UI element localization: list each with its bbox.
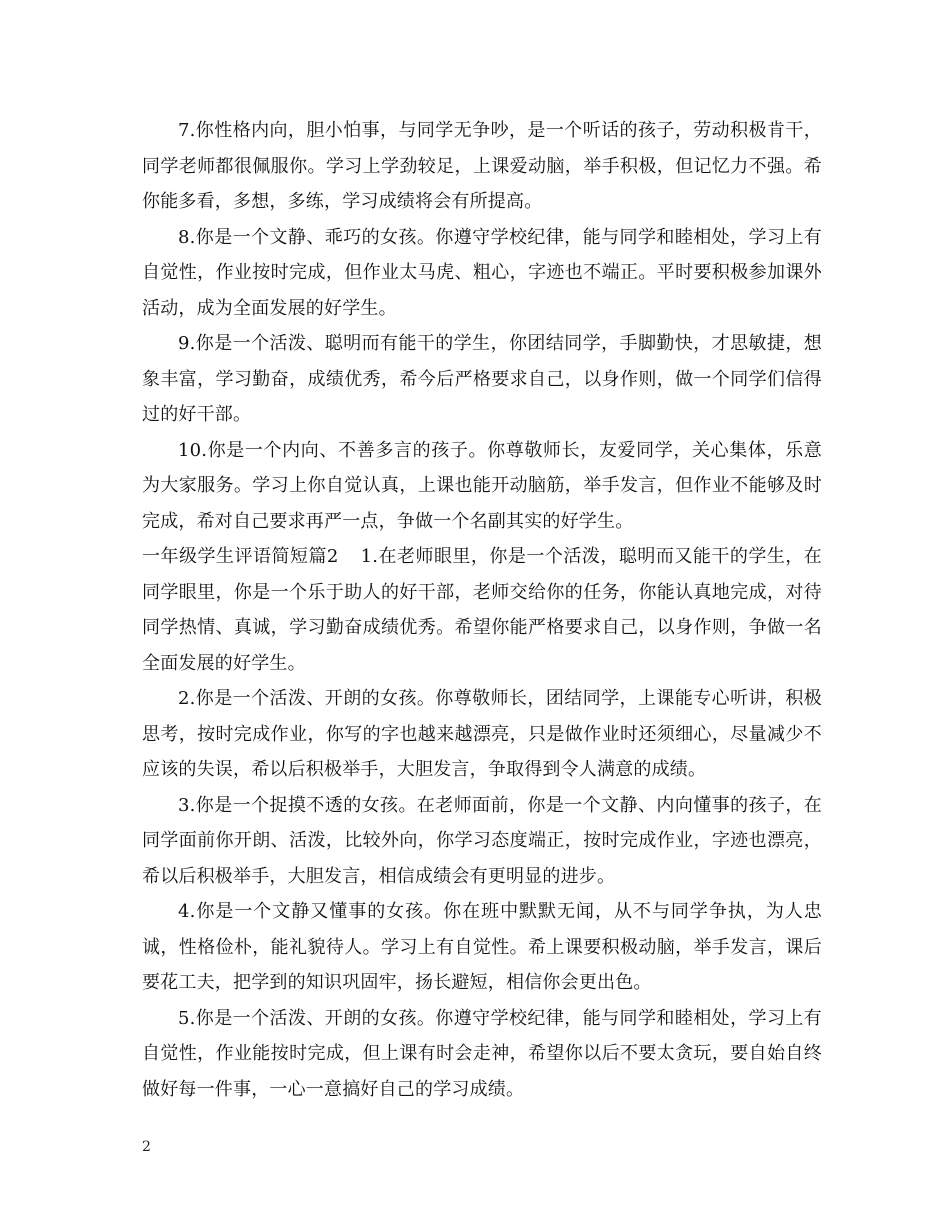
document-body bbox=[142, 113, 822, 1107]
section-heading-paragraph bbox=[142, 539, 822, 681]
comment-paragraph-8: 8.你是一个文静、乖巧的女孩。你遵守学校纪律，能与同学和睦相处，学习上有自觉性，作业按时完成，但作业太马虎、粗心，字迹也不端正。平时要积极参加课外活动，成为全面发展的好学生。 bbox=[142, 226, 822, 319]
section-comment-1: 1.在老师眼里，你是一个活泼，聪明而又能干的学生，在同学眼里，你是一个乐于助人的好干部，老师交给你的任务，你能认真地完成，对待同学热情、真诚，学习勤奋成绩优秀。希望你能严格要求自己，以身作则，争做一名全面发展的好学生。 bbox=[142, 546, 823, 674]
comment-paragraph-7: 7.你性格内向，胆小怕事，与同学无争吵，是一个听话的孩子，劳动积极肯干，同学老师都很佩服你。学习上学劲较足，上课爱动脑，举手积极，但记忆力不强。希你能多看，多想，多练，学习成绩将会有所提高。 bbox=[142, 120, 822, 212]
section-comment-4: 4.你是一个文静又懂事的女孩。你在班中默默无闻，从不与同学争执，为人忠诚，性格俭朴，能礼貌待人。学习上有自觉性。希上课要积极动脑，举手发言，课后要花工夫，把学到的知识巩固牢，扬长避短，相信你会更出色。 bbox=[142, 901, 822, 993]
section-title: 一年级学生评语简短篇2 bbox=[142, 546, 339, 567]
page-number: 2 bbox=[142, 1139, 151, 1155]
comment-paragraph-10: 10.你是一个内向、不善多言的孩子。你尊敬师长，友爱同学，关心集体，乐意为大家服务。学习上你自觉认真，上课也能开动脑筋，举手发言，但作业不能够及时完成，希对自己要求再严一点，争做一个名副其实的好学生。 bbox=[142, 439, 822, 532]
section-comment-3: 3.你是一个捉摸不透的女孩。在老师面前，你是一个文静、内向懂事的孩子，在同学面前你开朗、活泼，比较外向，你学习态度端正，按时完成作业，字迹也漂亮，希以后积极举手，大胆发言，相信成绩会有更明显的进步。 bbox=[142, 794, 822, 887]
comment-paragraph-9: 9.你是一个活泼、聪明而有能干的学生，你团结同学，手脚勤快，才思敏捷，想象丰富，学习勤奋，成绩优秀，希今后严格要求自己，以身作则，做一个同学们信得过的好干部。 bbox=[142, 333, 822, 425]
section-comment-5: 5.你是一个活泼、开朗的女孩。你遵守学校纪律，能与同学和睦相处，学习上有自觉性，作业能按时完成，但上课有时会走神，希望你以后不要太贪玩，要自始自终做好每一件事，一心一意搞好自己的学习成绩。 bbox=[142, 1007, 822, 1100]
section-comment-2: 2.你是一个活泼、开朗的女孩。你尊敬师长，团结同学，上课能专心听讲，积极思考，按时完成作业，你写的字也越来越漂亮，只是做作业时还须细心，尽量减少不应该的失误，希以后积极举手，大胆发言，争取得到令人满意的成绩。 bbox=[142, 688, 822, 780]
